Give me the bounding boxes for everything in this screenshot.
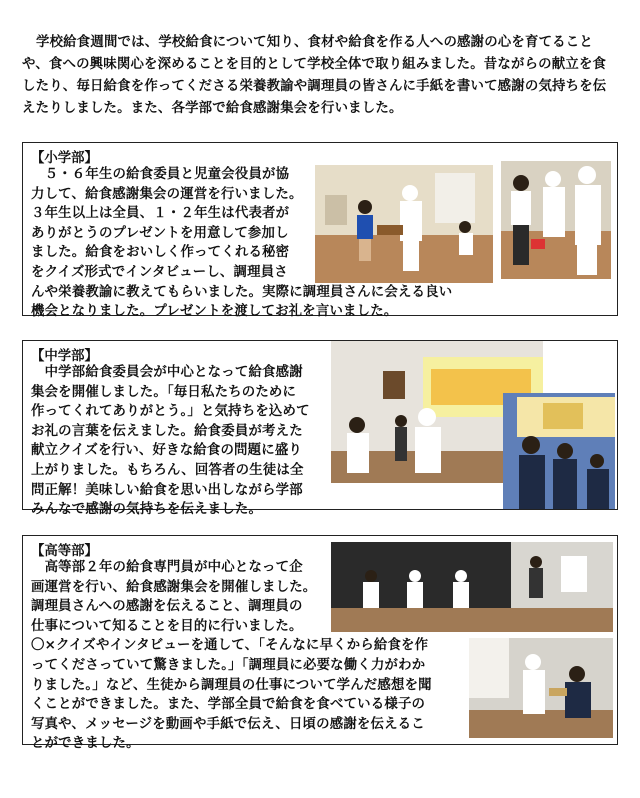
section-elementary	[22, 142, 618, 320]
text-line: 画運営を行い、給食感謝集会を開催しました。	[31, 579, 317, 595]
text-line: 上がりました。もちろん、回答者の生徒は全	[31, 462, 304, 478]
photo-high-1	[331, 542, 613, 632]
section-text	[31, 363, 310, 520]
photo-elementary-2	[501, 161, 611, 279]
text-line: 〇×クイズやインタビューを通して、「そんなに早くから給食を作	[31, 638, 429, 654]
text-line: 集会を開催しました。「毎日私たちのために	[31, 384, 297, 400]
text-line: 献立クイズを行い、好きな給食の問題に盛り	[31, 443, 303, 459]
text-line: 調理員さんへの感謝を伝えること、調理員の	[31, 599, 303, 615]
text-line: くことができました。また、学部全員で給食を食べている様子の	[31, 697, 426, 713]
text-line: りました。」など、生徒から調理員の仕事について学んだ感想を聞	[31, 677, 432, 693]
section-junior	[22, 340, 618, 518]
intro-paragraph: 学校給食週間では、学校給食について知り、食材や給食を作る人への感謝の心を育てることや、食への興味関心を深めることを目的として学校全体で取り組みました。昔ながらの献立を食したり、毎日給食を作ってくださる栄養教諭や調理員の皆さんに手紙を書いて感謝の気持ちを伝えたりしました。また、各学部で給食感謝集会を行いました。	[22, 35, 607, 116]
text-line: ました。給食をおいしく作ってくれる秘密	[31, 245, 290, 261]
text-line: ３年生以上は全員、１・２年生は代表者が	[31, 206, 290, 222]
section-title: 【高等部】	[31, 544, 98, 559]
text-line: 高等部２年の給食専門員が中心となって企	[31, 560, 303, 575]
text-line: んや栄養教諭に教えてもらいました。実際に調理員さんに会える良い	[31, 284, 453, 300]
text-line: ってくださっていて驚きました。」「調理員に必要な働く力がわか	[31, 657, 426, 673]
photo-junior-2	[503, 393, 615, 509]
section-high	[22, 535, 618, 752]
text-line: ５・６年生の給食委員と児童会役員が協	[31, 167, 290, 182]
text-line: 中学部給食委員会が中心となって給食感謝	[31, 365, 303, 380]
text-line: 機会となりました。プレゼントを渡してお礼を言いました。	[31, 304, 398, 320]
text-line: 作ってくれてありがとう。」と気持ちを込めて	[31, 404, 310, 420]
text-line: みんなで感謝の気持ちを伝えました。	[31, 502, 263, 518]
section-title: 【中学部】	[31, 349, 98, 364]
text-line: 写真や、メッセージを動画や手紙で伝え、日頃の感謝を伝えるこ	[31, 716, 425, 732]
text-line: 力して、給食感謝集会の運営を行いました。	[31, 186, 303, 202]
text-line: ありがとうのプレゼントを用意して参加し	[31, 225, 289, 241]
section-title: 【小学部】	[31, 151, 98, 166]
photo-elementary-1	[315, 165, 493, 283]
text-line: 問正解！美味しい給食を思い出しながら学部	[31, 482, 303, 498]
text-line: 仕事について知ることを目的に行いました。	[31, 618, 303, 634]
text-line: をクイズ形式でインタビューし、調理員さ	[31, 264, 288, 280]
text-line: とができました。	[31, 736, 140, 752]
photo-high-2	[469, 638, 613, 738]
text-line: お礼の言葉を伝えました。給食委員が考えた	[31, 423, 303, 439]
